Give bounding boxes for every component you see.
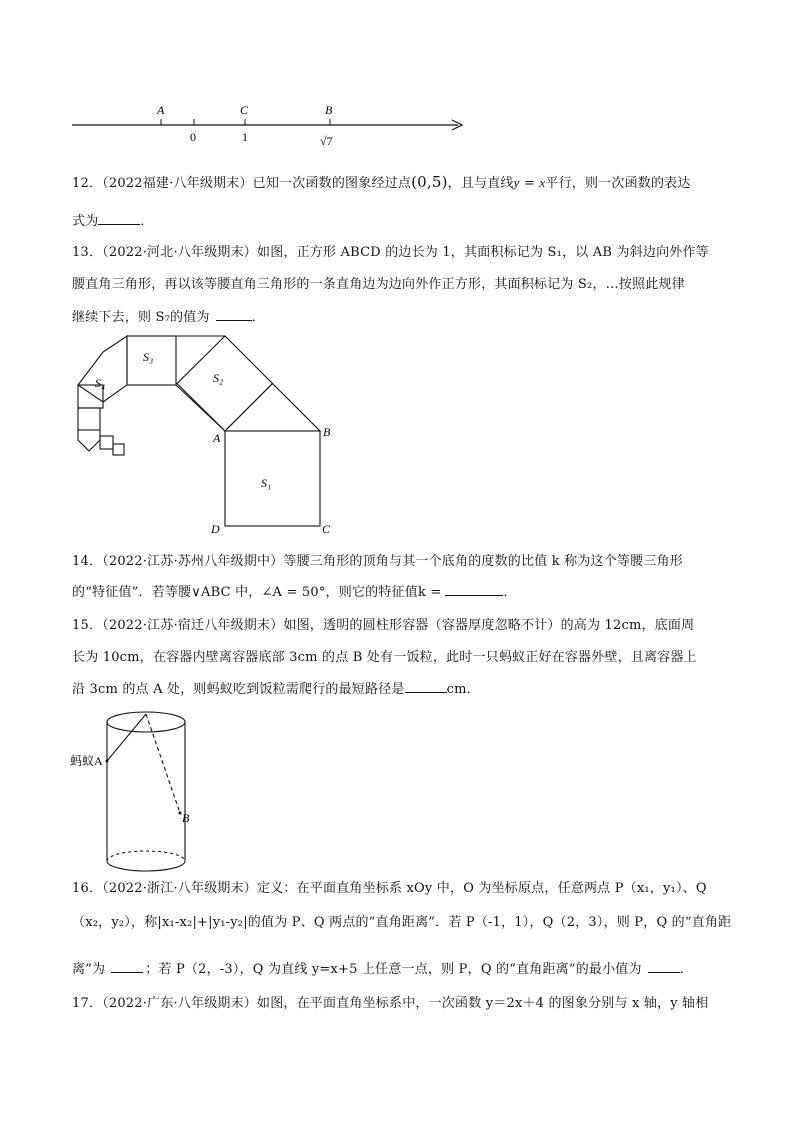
label-S4: S₄	[95, 376, 106, 390]
label-ant-A: 蚂蚁A	[70, 754, 103, 768]
square-S1	[225, 431, 320, 526]
q16-answer-blank-2[interactable]	[648, 971, 680, 973]
q12-x: x	[539, 175, 546, 190]
q15-line3-end: cm．	[446, 682, 480, 697]
square-S2-body	[177, 336, 273, 431]
label-S1: S₁	[261, 476, 272, 490]
point-A	[106, 760, 109, 763]
cylinder-bottom-front	[107, 861, 185, 871]
label-B: B	[182, 811, 190, 825]
q13-line3	[72, 306, 265, 325]
q16-line3-end: ．	[679, 962, 693, 977]
q13-line3-text: 继续下去，则 S₇的值为	[72, 310, 210, 325]
label-C: C	[240, 103, 249, 117]
q12-line2-end: ．	[140, 214, 154, 229]
q13-line2: 腰直角三角形，再以该等腰直角三角形的一条直角边为边向外作正方形，其面积标记为 S₂，…按照此规律	[72, 277, 685, 292]
q14-line1: 14．（2022·江苏·苏州八年级期中）等腰三角形的顶角与其一个底角的度数的比值 k 称为这个等腰三角形	[72, 554, 683, 569]
label-S2: S₂	[213, 371, 224, 385]
q16-line1: 16．（2022·浙江·八年级期末）定义：在平面直角坐标系 xOy 中，O 为坐标原点，任意两点 P（x₁，y₁）、Q	[72, 881, 707, 896]
q16-line2: （x₂，y₂），称|x₁-x₂|+|y₁-y₂|的值为 P、Q 两点的“直角距离”．若 P（-1，1），Q（2，3），则 P，Q 的“直角距	[72, 915, 732, 930]
label-B: B	[325, 103, 333, 117]
q12-line2	[72, 210, 154, 229]
square-S2	[225, 384, 320, 432]
q16-line3-b: ；若 P（2，-3），Q 为直线 y=x+5 上任意一点，则 P，Q 的“直角距离”的最小值为	[145, 962, 642, 977]
cylinder-bottom-back	[107, 851, 185, 861]
q15-line2: 长为 10cm，在容器内壁离容器底部 3cm 的点 B 处有一饭粒，此时一只蚂蚁正好在容器外壁，且离容器上	[72, 650, 697, 665]
q15-line1: 15．（2022·江苏·宿迁八年级期末）如图，透明的圆柱形容器（容器厚度忽略不计）的高为 12cm，底面周	[72, 618, 695, 633]
label-S3: S₃	[143, 350, 154, 364]
q12-line1	[72, 172, 691, 191]
q14-line2	[72, 581, 517, 600]
q15-line3	[72, 678, 480, 697]
q12-mid: ，且与直线	[447, 176, 514, 191]
q12-suffix: 平行，则一次函数的表达	[545, 176, 691, 191]
q13-answer-blank[interactable]	[216, 319, 252, 321]
path-segment-1	[107, 714, 146, 761]
square-S7	[78, 430, 100, 451]
q15-cylinder-figure	[70, 705, 210, 885]
q13-line1: 13．（2022·河北·八年级期末）如图，正方形 ABCD 的边长为 1，其面积标记为 S₁，以 AB 为斜边向外作等	[72, 245, 709, 260]
q14-line2-end: ．	[503, 585, 517, 600]
q15-answer-blank[interactable]	[405, 691, 447, 693]
q16-line3	[72, 958, 693, 977]
label-D: D	[211, 522, 220, 535]
q12-point: (0,5)	[411, 173, 448, 191]
label-B: B	[323, 425, 331, 439]
q12-answer-blank[interactable]	[98, 223, 140, 225]
label-A: A	[157, 103, 165, 117]
q15-line3-text: 沿 3cm 的点 A 处，则蚂蚁吃到饭粒需爬行的最短路径是	[72, 682, 405, 697]
spiral-edge	[176, 385, 225, 431]
label-A: A	[213, 431, 221, 445]
q13-line3-end: ．	[251, 310, 265, 325]
q12-eq: =	[519, 176, 540, 191]
q16-line3-a: 离”为	[72, 962, 106, 977]
q16-answer-blank-1[interactable]	[111, 971, 143, 973]
q12-y: y	[513, 175, 520, 190]
label-sqrt7: √7	[320, 134, 333, 148]
q12-line2-text: 式为	[72, 214, 99, 229]
number-line-figure	[60, 95, 480, 155]
q12-prefix: 12．（2022福建·八年级期末）已知一次函数的图象经过点	[72, 176, 412, 191]
square-S9	[113, 444, 124, 455]
q14-line2-text: 的“特征值”．若等腰∨ABC 中，∠A = 50°，则它的特征值k =	[72, 585, 442, 600]
q14-answer-blank[interactable]	[445, 594, 503, 596]
square-S6	[78, 408, 100, 430]
label-one: 1	[242, 130, 248, 144]
q17-line1: 17．（2022·广东·八年级期末）如图，在平面直角坐标系中，一次函数 y＝2x＋4 的图象分别与 x 轴，y 轴相	[72, 996, 709, 1011]
label-zero: 0	[190, 130, 196, 144]
q13-square-spiral-figure	[70, 330, 350, 535]
square-S8	[100, 436, 113, 449]
label-C: C	[322, 522, 331, 535]
